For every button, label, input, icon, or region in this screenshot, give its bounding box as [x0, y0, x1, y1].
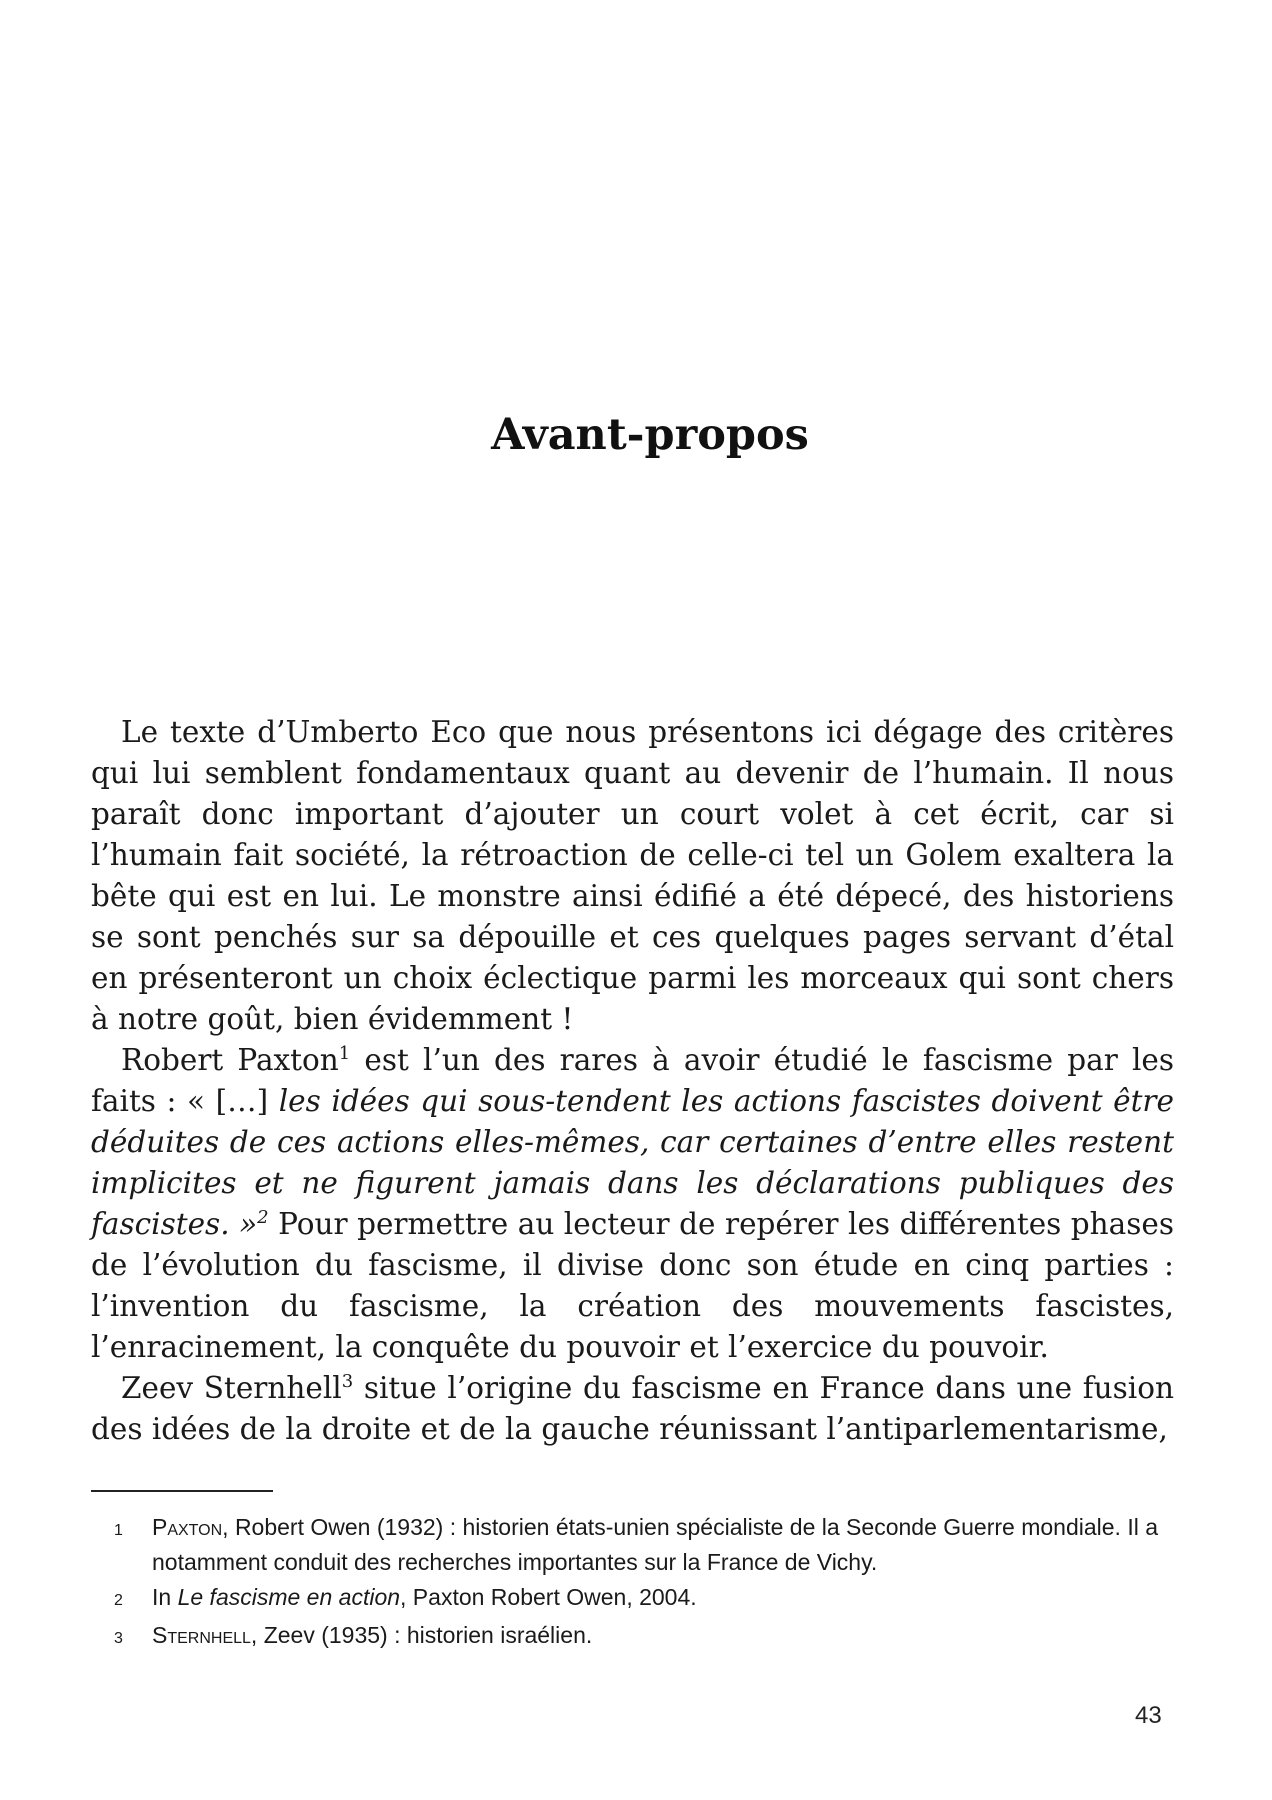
footnote-ref-2[interactable]: 2	[257, 1207, 269, 1228]
paragraph-1: Le texte d’Umberto Eco que nous présentons ici dégage des critères qui lui semblent fondamentaux quant au devenir de l’humain. Il nous paraît donc important d’ajouter un court volet à cet écrit, car si l’humain fait société, la rétroaction de celle-ci tel un Golem exaltera la bête qui est en lui. Le monstre ainsi édifié a été dépecé, des historiens se sont penchés sur sa dépouille et ces quelques pages servant d’étal en présenteront un choix éclectique parmi les morceaux qui sont chers à notre goût, bien évidemment !	[91, 715, 1174, 1036]
paragraph-2	[91, 1040, 1174, 1368]
paragraph-3-end: situe l’origine du fascisme en France dans une fusion des idées de la droite et de la gauche réunissant l’antiparlementarisme,	[91, 1371, 1175, 1446]
paragraph-2-middle: est l’un des rares à avoir étudié le fascisme par les faits : « […]	[91, 1043, 1174, 1118]
footnote-1	[114, 1510, 1184, 1580]
footnote-body: , Zeev (1935) : historien israélien.	[250, 1622, 593, 1648]
footnote-separator	[91, 1490, 273, 1492]
footnote-number: 2	[114, 1592, 123, 1609]
footnote-ref-3[interactable]: 3	[341, 1371, 354, 1392]
footnote-body: , Robert Owen (1932) : historien états-unien spécialiste de la Seconde Guerre mondiale. Il a notamment conduit des recherches importantes sur la France de Vichy.	[152, 1514, 1159, 1575]
paragraph-2-start: Robert Paxton	[121, 1043, 339, 1077]
paragraph-3-start: Zeev Sternhell	[121, 1371, 342, 1405]
paragraph-3	[91, 1368, 1174, 1450]
footnote-ref-1[interactable]: 1	[338, 1043, 351, 1064]
paragraph-2-end: Pour permettre au lecteur de repérer les différentes phases de l’évolution du fascisme, il divise donc son étude en cinq parties : l’invention du fascisme, la création des mouvements fascistes, l’enracinement, la conquête du pouvoir et l’exercice du pouvoir.	[91, 1207, 1175, 1364]
footnote-text	[152, 1580, 1184, 1615]
author-name: Sternhell	[152, 1622, 251, 1648]
paxton-quote: les idées qui sous-tendent les actions fascistes doivent être déduites de ces actions elles-mêmes, car certaines d’entre elles restent implicites et ne figurent jamais dans les déclarations publiques des fascistes. »	[91, 1084, 1174, 1241]
footnote-prefix: In	[152, 1584, 178, 1610]
body-text	[91, 712, 1174, 1450]
footnote-text	[152, 1618, 1184, 1653]
footnote-number: 1	[114, 1522, 123, 1539]
footnote-number: 3	[114, 1630, 123, 1647]
book-title: Le fascisme en action	[177, 1584, 401, 1610]
chapter-title: Avant-propos	[491, 410, 809, 460]
footnote-2	[114, 1580, 1184, 1618]
footnote-text	[152, 1510, 1184, 1580]
footnote-body: , Paxton Robert Owen, 2004.	[400, 1584, 697, 1610]
footnotes	[114, 1510, 1184, 1656]
page-number: 43	[1135, 1702, 1162, 1729]
author-name: Paxton	[152, 1514, 223, 1540]
footnote-3	[114, 1618, 1184, 1656]
